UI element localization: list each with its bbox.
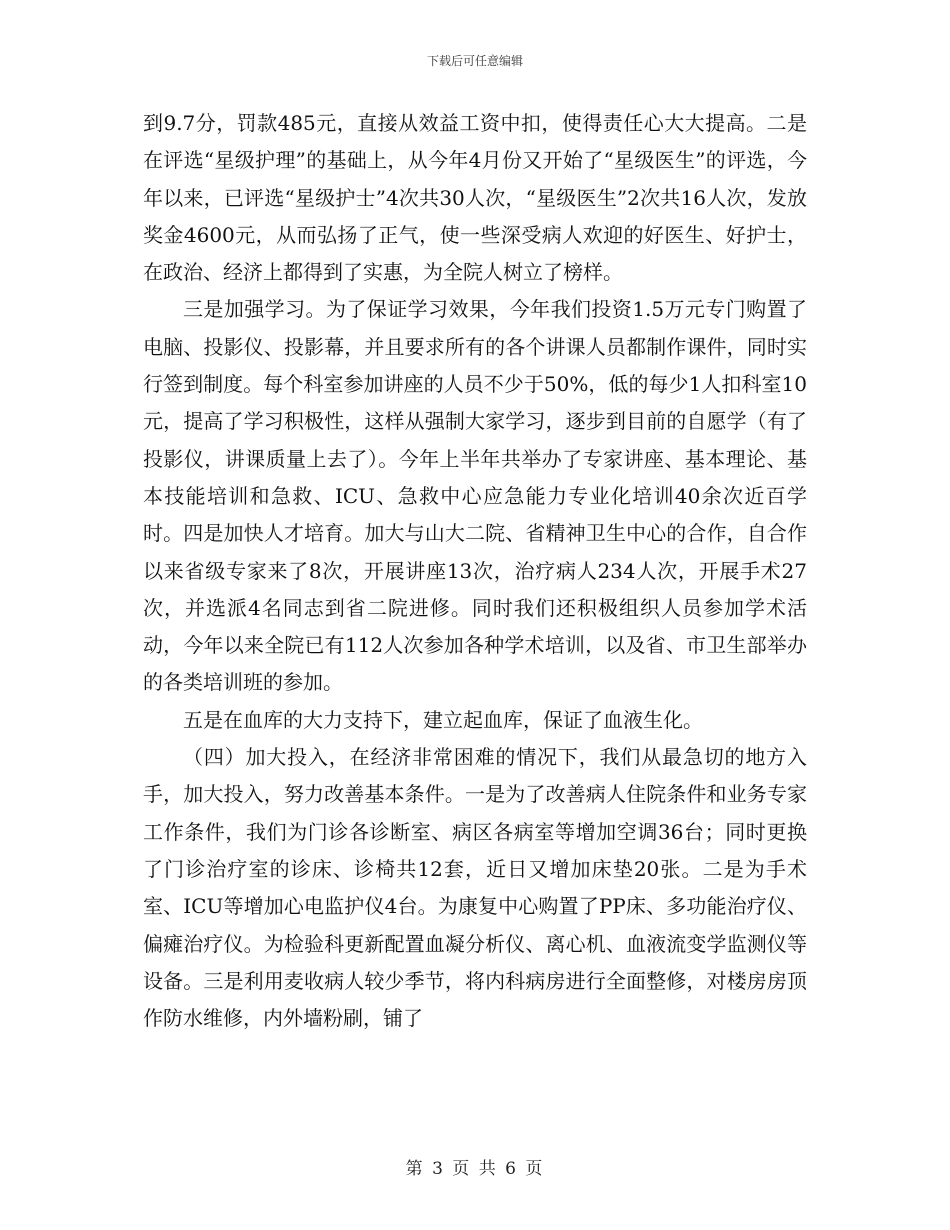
- paragraph-1: 到9.7分，罚款485元，直接从效益工资中扣，使得责任心大大提高。二是在评选“星级护理”的基础上，从今年4月份又开始了“星级医生”的评选，今年以来，已评选“星级护士”4次共30人次，“星级医生”2次共16人次，发放奖金4600元，从而弘扬了正气，使一些深受病人欢迎的好医生、好护士，在政治、经济上都得到了实惠，为全院人树立了榜样。: [143, 111, 807, 285]
- document-body: [143, 105, 807, 1037]
- paragraph-4: （四）加大投入，在经济非常困难的情况下，我们从最急切的地方入手，加大投入，努力改善基本条件。一是为了改善病人住院条件和业务专家工作条件，我们为门诊各诊断室、病区各病室等增加空调36台；同时更换了门诊治疗室的诊床、诊椅共12套，近日又增加床垫20张。二是为手术室、ICU等增加心电监护仪4台。为康复中心购置了PP床、多功能治疗仪、偏瘫治疗仪。为检验科更新配置血凝分析仪、离心机、血液流变学监测仪等设备。三是利用麦收病人较少季节，将内科病房进行全面整修，对楼房房顶作防水维修，内外墙粉刷，铺了: [143, 745, 807, 1031]
- paragraph-3: 五是在血库的大力支持下，建立起血库，保证了血液生化。: [183, 707, 703, 732]
- page-number-footer: 第 3 页 共 6 页: [405, 1159, 545, 1179]
- page-header-note: 下载后可任意编辑: [426, 54, 523, 68]
- paragraph-2: 三是加强学习。为了保证学习效果，今年我们投资1.5万元专门购置了电脑、投影仪、投影幕，并且要求所有的各个讲课人员都制作课件，同时实行签到制度。每个科室参加讲座的人员不少于50%，低的每少1人扣科室10元，提高了学习积极性，这样从强制大家学习，逐步到目前的自愿学（有了投影仪，讲课质量上去了）。今年上半年共举办了专家讲座、基本理论、基本技能培训和急救、ICU、急救中心应急能力专业化培训40余次近百学时。四是加快人才培育。加大与山大二院、省精神卫生中心的合作，自合作以来省级专家来了8次，开展讲座13次，治疗病人234人次，开展手术27次，并选派4名同志到省二院进修。同时我们还积极组织人员参加学术活动，今年以来全院已有112人次参加各种学术培训，以及省、市卫生部举办的各类培训班的参加。: [143, 297, 807, 695]
